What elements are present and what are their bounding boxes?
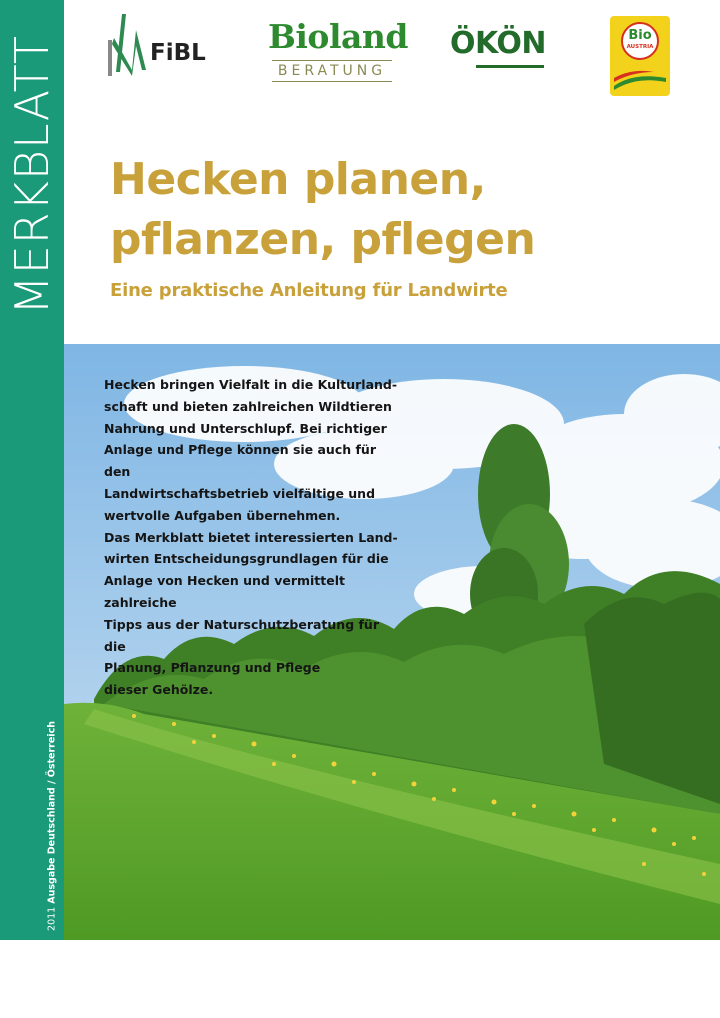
title-block bbox=[110, 150, 710, 301]
fibl-mark-icon bbox=[108, 10, 152, 80]
bio-austria-logo bbox=[610, 16, 670, 96]
intro-line: schaft und bieten zahlreichen Wildtieren bbox=[104, 398, 392, 414]
fibl-logo bbox=[108, 10, 218, 80]
bio-austria-seal bbox=[621, 22, 659, 60]
fibl-text: FiBL bbox=[150, 40, 206, 66]
bio-austria-swoosh-icon bbox=[614, 68, 666, 92]
sidebar-title: MERKBLATT bbox=[5, 35, 59, 315]
intro-line: Anlage und Pflege können sie auch für den bbox=[104, 442, 376, 480]
intro-line: Anlage von Hecken und vermittelt zahlreiche bbox=[104, 573, 345, 610]
intro-line: wirten Entscheidungsgrundlagen für die bbox=[104, 551, 389, 567]
bioland-name: Bioland bbox=[268, 17, 408, 56]
edition-year: 2011 bbox=[46, 906, 58, 931]
intro-line: dieser Gehölze. bbox=[104, 682, 214, 698]
intro-line: Landwirtschaftsbetrieb vielfältige und bbox=[104, 485, 376, 501]
bio-austria-main: Bio bbox=[628, 28, 652, 43]
edition-label: Ausgabe Deutschland / Österreich bbox=[46, 721, 58, 904]
sidebar-band bbox=[0, 0, 64, 940]
page-title-line-2: pflanzen, pflegen bbox=[110, 214, 536, 265]
logo-bar bbox=[64, 0, 720, 110]
intro-line: Planung, Pflanzung und Pflege bbox=[104, 660, 321, 676]
page-subtitle: Eine praktische Anleitung für Landwirte bbox=[110, 280, 508, 301]
intro-line: Das Merkblatt bietet interessierten Land- bbox=[104, 529, 398, 545]
intro-line: Nahrung und Unterschlupf. Bei richtiger bbox=[104, 420, 387, 436]
bio-austria-sub: AUSTRIA bbox=[626, 44, 654, 50]
intro-line: wertvolle Aufgaben übernehmen. bbox=[104, 507, 341, 523]
oekoen-logo bbox=[446, 26, 556, 76]
oekoen-text: ÖKÖN bbox=[450, 26, 547, 61]
intro-text bbox=[104, 374, 404, 701]
intro-line: Hecken bringen Vielfalt in die Kulturland- bbox=[104, 377, 398, 392]
page-title-line-1: Hecken planen, bbox=[110, 154, 486, 205]
oekoen-underline bbox=[476, 65, 544, 68]
intro-line: Tipps aus der Naturschutzberatung für die bbox=[104, 616, 379, 654]
edition-note bbox=[47, 721, 58, 931]
bioland-logo bbox=[268, 17, 408, 94]
bioland-subtitle: BERATUNG bbox=[272, 60, 392, 82]
